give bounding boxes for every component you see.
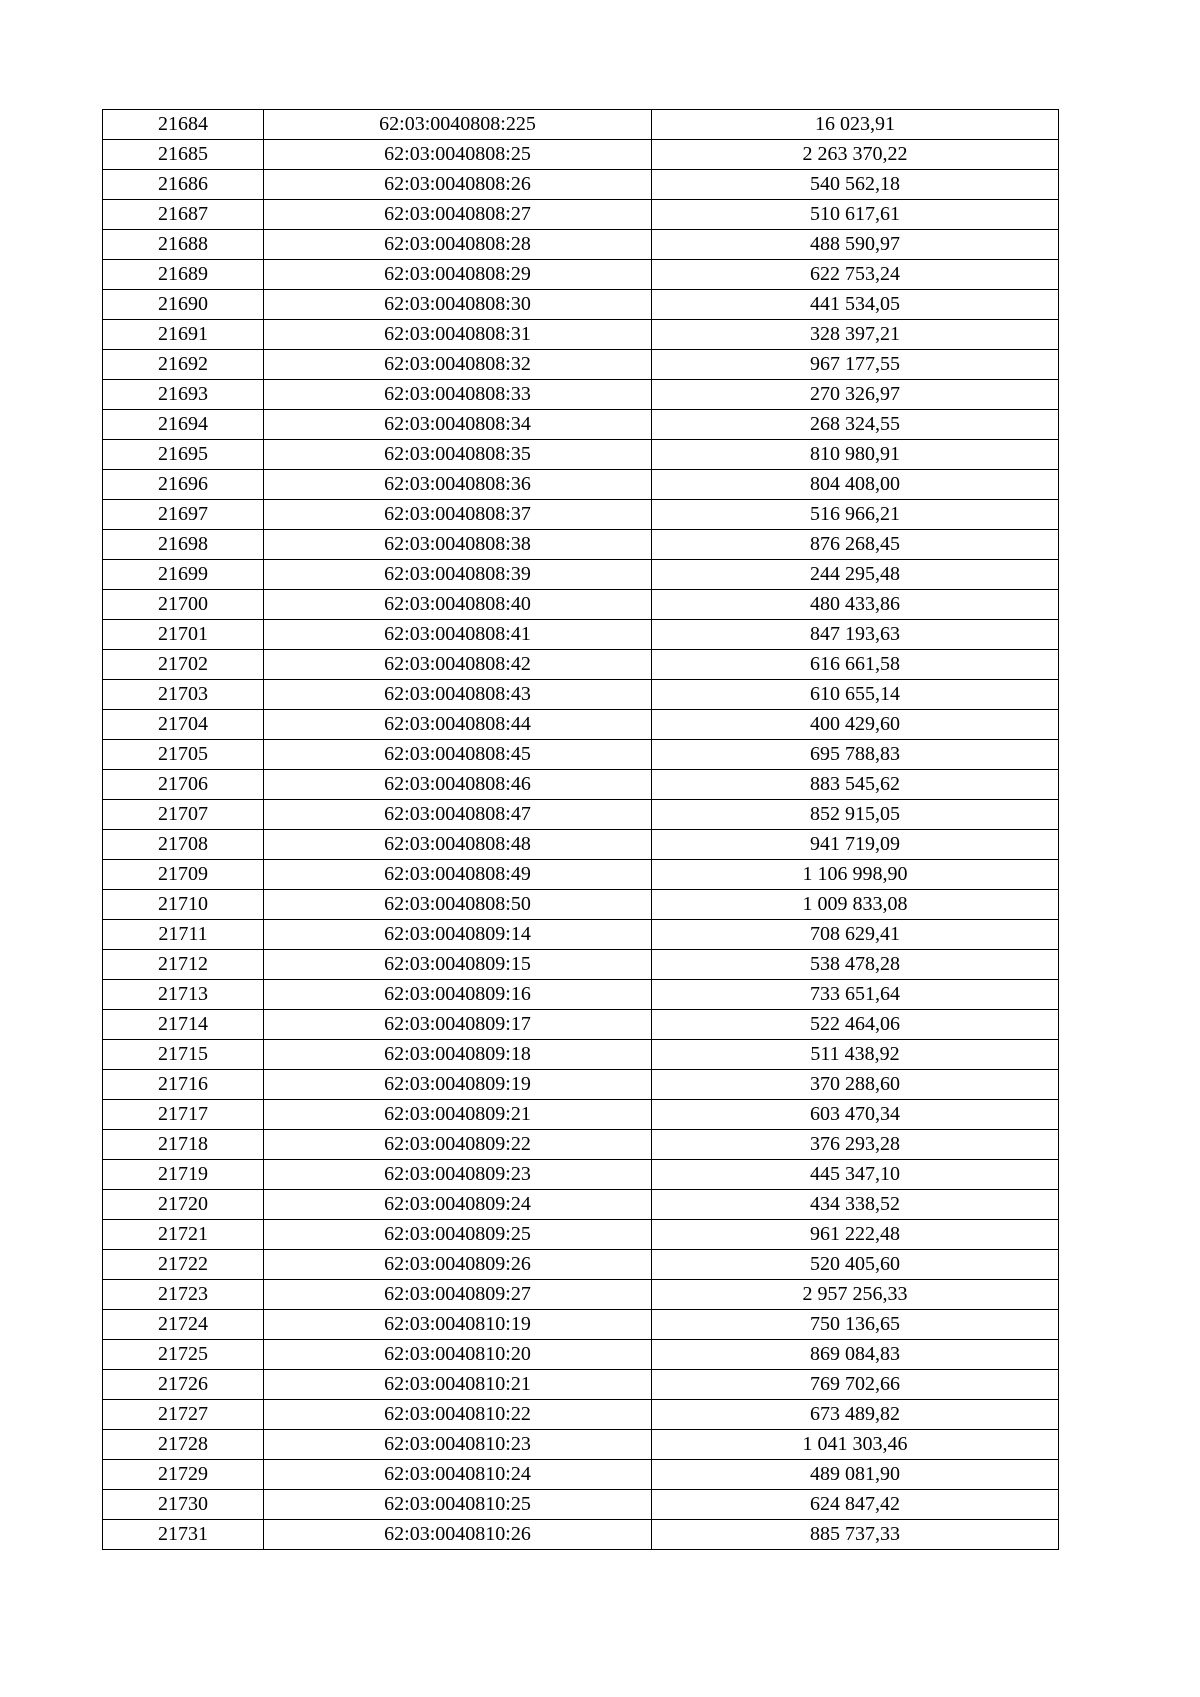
cadastral-value-cell: 804 408,00 bbox=[652, 470, 1059, 500]
table-row bbox=[103, 440, 1059, 470]
row-number-cell: 21724 bbox=[103, 1310, 264, 1340]
row-number-cell: 21695 bbox=[103, 440, 264, 470]
row-number-cell: 21702 bbox=[103, 650, 264, 680]
cadastral-number-cell: 62:03:0040808:30 bbox=[264, 290, 652, 320]
cadastral-number-cell: 62:03:0040808:41 bbox=[264, 620, 652, 650]
table-row bbox=[103, 920, 1059, 950]
cadastral-value-cell: 2 263 370,22 bbox=[652, 140, 1059, 170]
table-row bbox=[103, 650, 1059, 680]
row-number-cell: 21689 bbox=[103, 260, 264, 290]
cadastral-number-cell: 62:03:0040808:49 bbox=[264, 860, 652, 890]
table-row bbox=[103, 380, 1059, 410]
table-row bbox=[103, 470, 1059, 500]
cadastral-value-cell: 244 295,48 bbox=[652, 560, 1059, 590]
cadastral-number-cell: 62:03:0040808:225 bbox=[264, 110, 652, 140]
row-number-cell: 21703 bbox=[103, 680, 264, 710]
cadastral-value-cell: 941 719,09 bbox=[652, 830, 1059, 860]
table-row bbox=[103, 800, 1059, 830]
cadastral-number-cell: 62:03:0040808:40 bbox=[264, 590, 652, 620]
cadastral-value-cell: 522 464,06 bbox=[652, 1010, 1059, 1040]
cadastral-value-cell: 2 957 256,33 bbox=[652, 1280, 1059, 1310]
table-row bbox=[103, 1460, 1059, 1490]
cadastral-value-cell: 967 177,55 bbox=[652, 350, 1059, 380]
table-row bbox=[103, 1400, 1059, 1430]
row-number-cell: 21706 bbox=[103, 770, 264, 800]
table-row bbox=[103, 1160, 1059, 1190]
table-row bbox=[103, 740, 1059, 770]
row-number-cell: 21731 bbox=[103, 1520, 264, 1550]
cadastral-number-cell: 62:03:0040810:22 bbox=[264, 1400, 652, 1430]
cadastral-number-cell: 62:03:0040808:39 bbox=[264, 560, 652, 590]
row-number-cell: 21717 bbox=[103, 1100, 264, 1130]
cadastral-value-cell: 876 268,45 bbox=[652, 530, 1059, 560]
row-number-cell: 21712 bbox=[103, 950, 264, 980]
cadastral-value-cell: 603 470,34 bbox=[652, 1100, 1059, 1130]
cadastral-value-cell: 1 009 833,08 bbox=[652, 890, 1059, 920]
table-row bbox=[103, 950, 1059, 980]
cadastral-value-cell: 708 629,41 bbox=[652, 920, 1059, 950]
table-row bbox=[103, 230, 1059, 260]
cadastral-number-cell: 62:03:0040809:26 bbox=[264, 1250, 652, 1280]
row-number-cell: 21708 bbox=[103, 830, 264, 860]
cadastral-value-cell: 695 788,83 bbox=[652, 740, 1059, 770]
cadastral-number-cell: 62:03:0040808:45 bbox=[264, 740, 652, 770]
row-number-cell: 21704 bbox=[103, 710, 264, 740]
row-number-cell: 21719 bbox=[103, 1160, 264, 1190]
table-row bbox=[103, 410, 1059, 440]
table-row bbox=[103, 530, 1059, 560]
cadastral-number-cell: 62:03:0040809:21 bbox=[264, 1100, 652, 1130]
cadastral-number-cell: 62:03:0040809:24 bbox=[264, 1190, 652, 1220]
cadastral-number-cell: 62:03:0040809:19 bbox=[264, 1070, 652, 1100]
cadastral-number-cell: 62:03:0040808:34 bbox=[264, 410, 652, 440]
cadastral-value-cell: 750 136,65 bbox=[652, 1310, 1059, 1340]
row-number-cell: 21729 bbox=[103, 1460, 264, 1490]
row-number-cell: 21688 bbox=[103, 230, 264, 260]
cadastral-value-cell: 883 545,62 bbox=[652, 770, 1059, 800]
cadastral-value-cell: 441 534,05 bbox=[652, 290, 1059, 320]
table-row bbox=[103, 830, 1059, 860]
row-number-cell: 21699 bbox=[103, 560, 264, 590]
row-number-cell: 21691 bbox=[103, 320, 264, 350]
cadastral-number-cell: 62:03:0040810:25 bbox=[264, 1490, 652, 1520]
cadastral-number-cell: 62:03:0040809:16 bbox=[264, 980, 652, 1010]
table-row bbox=[103, 980, 1059, 1010]
cadastral-value-cell: 1 041 303,46 bbox=[652, 1430, 1059, 1460]
cadastral-value-cell: 673 489,82 bbox=[652, 1400, 1059, 1430]
table-row bbox=[103, 1340, 1059, 1370]
cadastral-number-cell: 62:03:0040808:43 bbox=[264, 680, 652, 710]
table-row bbox=[103, 1220, 1059, 1250]
row-number-cell: 21725 bbox=[103, 1340, 264, 1370]
cadastral-number-cell: 62:03:0040808:46 bbox=[264, 770, 652, 800]
cadastral-value-cell: 268 324,55 bbox=[652, 410, 1059, 440]
row-number-cell: 21692 bbox=[103, 350, 264, 380]
row-number-cell: 21687 bbox=[103, 200, 264, 230]
table-row bbox=[103, 1490, 1059, 1520]
cadastral-number-cell: 62:03:0040808:48 bbox=[264, 830, 652, 860]
row-number-cell: 21690 bbox=[103, 290, 264, 320]
cadastral-number-cell: 62:03:0040810:21 bbox=[264, 1370, 652, 1400]
cadastral-number-cell: 62:03:0040808:32 bbox=[264, 350, 652, 380]
cadastral-number-cell: 62:03:0040808:31 bbox=[264, 320, 652, 350]
row-number-cell: 21685 bbox=[103, 140, 264, 170]
cadastral-number-cell: 62:03:0040809:23 bbox=[264, 1160, 652, 1190]
row-number-cell: 21700 bbox=[103, 590, 264, 620]
row-number-cell: 21713 bbox=[103, 980, 264, 1010]
cadastral-value-cell: 520 405,60 bbox=[652, 1250, 1059, 1280]
cadastral-number-cell: 62:03:0040810:20 bbox=[264, 1340, 652, 1370]
cadastral-value-cell: 488 590,97 bbox=[652, 230, 1059, 260]
row-number-cell: 21697 bbox=[103, 500, 264, 530]
cadastral-number-cell: 62:03:0040808:44 bbox=[264, 710, 652, 740]
cadastral-number-cell: 62:03:0040810:23 bbox=[264, 1430, 652, 1460]
table-row bbox=[103, 290, 1059, 320]
table-row bbox=[103, 560, 1059, 590]
row-number-cell: 21720 bbox=[103, 1190, 264, 1220]
cadastral-value-cell: 769 702,66 bbox=[652, 1370, 1059, 1400]
cadastral-value-cell: 370 288,60 bbox=[652, 1070, 1059, 1100]
cadastral-value-cell: 328 397,21 bbox=[652, 320, 1059, 350]
cadastral-number-cell: 62:03:0040808:47 bbox=[264, 800, 652, 830]
cadastral-number-cell: 62:03:0040808:42 bbox=[264, 650, 652, 680]
row-number-cell: 21696 bbox=[103, 470, 264, 500]
row-number-cell: 21686 bbox=[103, 170, 264, 200]
table-row bbox=[103, 140, 1059, 170]
cadastral-number-cell: 62:03:0040810:24 bbox=[264, 1460, 652, 1490]
row-number-cell: 21715 bbox=[103, 1040, 264, 1070]
table-row bbox=[103, 1010, 1059, 1040]
row-number-cell: 21721 bbox=[103, 1220, 264, 1250]
cadastral-number-cell: 62:03:0040809:22 bbox=[264, 1130, 652, 1160]
table-row bbox=[103, 590, 1059, 620]
cadastral-number-cell: 62:03:0040808:25 bbox=[264, 140, 652, 170]
cadastral-value-cell: 480 433,86 bbox=[652, 590, 1059, 620]
table-row bbox=[103, 1520, 1059, 1550]
row-number-cell: 21698 bbox=[103, 530, 264, 560]
cadastral-value-cell: 624 847,42 bbox=[652, 1490, 1059, 1520]
table-row bbox=[103, 350, 1059, 380]
table-row bbox=[103, 1130, 1059, 1160]
row-number-cell: 21727 bbox=[103, 1400, 264, 1430]
row-number-cell: 21718 bbox=[103, 1130, 264, 1160]
table-row bbox=[103, 860, 1059, 890]
cadastral-number-cell: 62:03:0040808:36 bbox=[264, 470, 652, 500]
cadastral-number-cell: 62:03:0040809:25 bbox=[264, 1220, 652, 1250]
cadastral-value-cell: 616 661,58 bbox=[652, 650, 1059, 680]
cadastral-value-cell: 434 338,52 bbox=[652, 1190, 1059, 1220]
cadastral-value-cell: 810 980,91 bbox=[652, 440, 1059, 470]
row-number-cell: 21730 bbox=[103, 1490, 264, 1520]
cadastral-value-cell: 869 084,83 bbox=[652, 1340, 1059, 1370]
cadastral-value-table bbox=[102, 109, 1059, 1550]
row-number-cell: 21723 bbox=[103, 1280, 264, 1310]
row-number-cell: 21710 bbox=[103, 890, 264, 920]
table-row bbox=[103, 1250, 1059, 1280]
row-number-cell: 21709 bbox=[103, 860, 264, 890]
cadastral-number-cell: 62:03:0040808:26 bbox=[264, 170, 652, 200]
row-number-cell: 21714 bbox=[103, 1010, 264, 1040]
row-number-cell: 21726 bbox=[103, 1370, 264, 1400]
table-row bbox=[103, 200, 1059, 230]
cadastral-value-cell: 961 222,48 bbox=[652, 1220, 1059, 1250]
cadastral-value-cell: 376 293,28 bbox=[652, 1130, 1059, 1160]
table-row bbox=[103, 170, 1059, 200]
table-row bbox=[103, 1100, 1059, 1130]
table-row bbox=[103, 890, 1059, 920]
table-row bbox=[103, 1280, 1059, 1310]
cadastral-value-cell: 1 106 998,90 bbox=[652, 860, 1059, 890]
cadastral-value-cell: 540 562,18 bbox=[652, 170, 1059, 200]
cadastral-value-cell: 852 915,05 bbox=[652, 800, 1059, 830]
row-number-cell: 21694 bbox=[103, 410, 264, 440]
row-number-cell: 21728 bbox=[103, 1430, 264, 1460]
cadastral-value-cell: 538 478,28 bbox=[652, 950, 1059, 980]
cadastral-number-cell: 62:03:0040808:33 bbox=[264, 380, 652, 410]
row-number-cell: 21711 bbox=[103, 920, 264, 950]
cadastral-value-cell: 510 617,61 bbox=[652, 200, 1059, 230]
cadastral-value-cell: 511 438,92 bbox=[652, 1040, 1059, 1070]
cadastral-number-cell: 62:03:0040809:15 bbox=[264, 950, 652, 980]
row-number-cell: 21705 bbox=[103, 740, 264, 770]
table-row bbox=[103, 1430, 1059, 1460]
cadastral-number-cell: 62:03:0040808:35 bbox=[264, 440, 652, 470]
cadastral-number-cell: 62:03:0040810:26 bbox=[264, 1520, 652, 1550]
cadastral-number-cell: 62:03:0040809:18 bbox=[264, 1040, 652, 1070]
cadastral-value-cell: 445 347,10 bbox=[652, 1160, 1059, 1190]
cadastral-value-cell: 489 081,90 bbox=[652, 1460, 1059, 1490]
cadastral-number-cell: 62:03:0040809:17 bbox=[264, 1010, 652, 1040]
cadastral-number-cell: 62:03:0040808:37 bbox=[264, 500, 652, 530]
cadastral-number-cell: 62:03:0040810:19 bbox=[264, 1310, 652, 1340]
cadastral-number-cell: 62:03:0040808:27 bbox=[264, 200, 652, 230]
table-row bbox=[103, 1040, 1059, 1070]
table-row bbox=[103, 500, 1059, 530]
table-row bbox=[103, 710, 1059, 740]
cadastral-number-cell: 62:03:0040808:50 bbox=[264, 890, 652, 920]
row-number-cell: 21693 bbox=[103, 380, 264, 410]
table-row bbox=[103, 1190, 1059, 1220]
row-number-cell: 21707 bbox=[103, 800, 264, 830]
cadastral-number-cell: 62:03:0040808:29 bbox=[264, 260, 652, 290]
table-body bbox=[103, 110, 1059, 1550]
cadastral-number-cell: 62:03:0040808:28 bbox=[264, 230, 652, 260]
table-row bbox=[103, 110, 1059, 140]
cadastral-value-cell: 610 655,14 bbox=[652, 680, 1059, 710]
table-row bbox=[103, 1070, 1059, 1100]
row-number-cell: 21722 bbox=[103, 1250, 264, 1280]
table-row bbox=[103, 1370, 1059, 1400]
table-row bbox=[103, 770, 1059, 800]
cadastral-number-cell: 62:03:0040808:38 bbox=[264, 530, 652, 560]
cadastral-value-cell: 885 737,33 bbox=[652, 1520, 1059, 1550]
cadastral-value-cell: 16 023,91 bbox=[652, 110, 1059, 140]
table-row bbox=[103, 1310, 1059, 1340]
row-number-cell: 21684 bbox=[103, 110, 264, 140]
row-number-cell: 21716 bbox=[103, 1070, 264, 1100]
table-row bbox=[103, 320, 1059, 350]
cadastral-value-cell: 733 651,64 bbox=[652, 980, 1059, 1010]
table-row bbox=[103, 620, 1059, 650]
table-row bbox=[103, 680, 1059, 710]
cadastral-number-cell: 62:03:0040809:14 bbox=[264, 920, 652, 950]
table-row bbox=[103, 260, 1059, 290]
cadastral-value-cell: 622 753,24 bbox=[652, 260, 1059, 290]
cadastral-value-cell: 400 429,60 bbox=[652, 710, 1059, 740]
cadastral-value-cell: 847 193,63 bbox=[652, 620, 1059, 650]
cadastral-value-cell: 270 326,97 bbox=[652, 380, 1059, 410]
row-number-cell: 21701 bbox=[103, 620, 264, 650]
cadastral-value-cell: 516 966,21 bbox=[652, 500, 1059, 530]
cadastral-number-cell: 62:03:0040809:27 bbox=[264, 1280, 652, 1310]
